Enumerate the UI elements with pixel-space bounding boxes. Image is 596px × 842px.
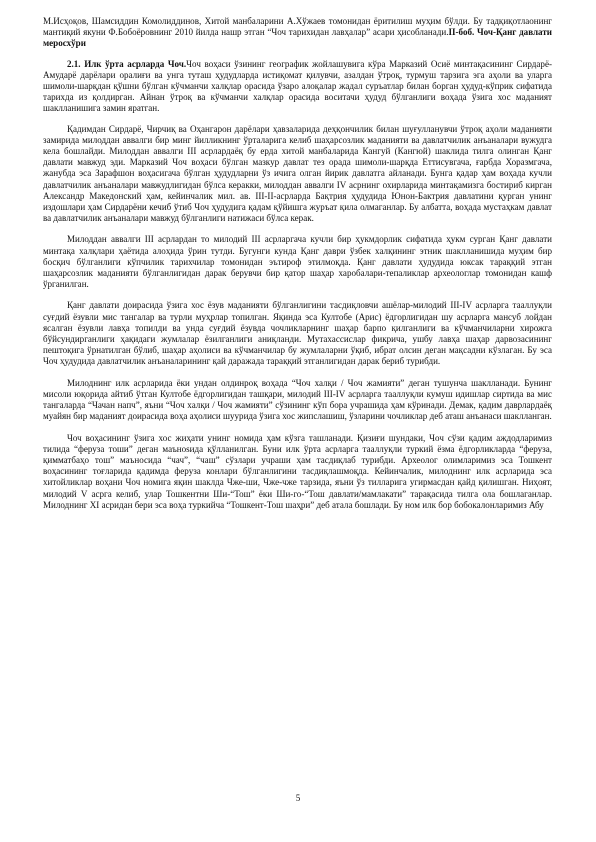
body-paragraph-4: Қанг давлати доирасида ўзига хос ёзув маданияти бўлганлигини тасдиқловчи ашёлар-милодий III-IV асрларга тааллуқли суғдий ёзувли мис тангалар ва турли муҳрлар топилган. Яқинда эса Култобе (Арис) ёдгорлигидан шу асрларга мансуб лойдан ясалган ёзувли лавҳа топилди ва унда суғдий ёзувда чочликларнинг шаҳар барпо қилганлиги ва кўчманчиларни хирожга бўйсундирганлиги ҳақидаги жумлалар ёзилганлиги аниқланди. Мутахассислар фикрича, ушбу лавҳа шаҳар дарвозасининг пештоқига ўрнатилган бўлиб, шаҳар аҳолиси ва кўчманчилар бу жумлаларни ўқиб, ибрат олсин деган мақсадни кўзлаган. Бу эса Чоч ҳудудида давлатчилик анъаналарининг қай даражада тараққий этганлигидан дарак бериб турибди. (43, 300, 552, 367)
chapter-heading: II-боб. Чоч-Қанг давлати меросхўри (43, 27, 552, 49)
section-text: Чоч воҳаси ўзининг географик жойлашувига кўра Марказий Осиё минтақасининг Сирдарё-Амударё дарёлари оралиғи ва унга туташ ҳудудларда истиқомат қилувчи, азалдан ўтроқ, турмуш тарзига эга аҳоли ва уларга шимоли-шарқдан қўшни бўлган кўчманчи халқлар орасида ўзаро алоқалар жадал суръатлар билан борган ҳудуд-кўприк сифатида тарихда из қолдирган. Айнан ўтроқ ва кўчманчи халқлар орасида воситачи ҳудуд бўлганлиги воҳада ўзига хос маданият шаклланишига замин яратган. (43, 58, 552, 114)
section-heading: 2.1. Илк ўрта асрларда Чоч. (67, 58, 187, 69)
intro-paragraph (43, 16, 552, 50)
body-paragraph-6: Чоч воҳасининг ўзига хос жиҳати унинг номида ҳам кўзга ташланади. Қизиғи шундаки, Чоч сўзи қадим аждодларимиз тилида “феруза тоши” деган маънosида қўлланилган. Буни илк ўрта асрларга тааллуқли туркий ёзма ёдгорликларда “феруза, қимматбаҳо тош” маъносида “чач”, “чаш” сўзлари учраши ҳам тасдиқлаб турибди. Археолог олимларимиз эса Тошкент воҳасининг тоғларида қадимда феруза конлари бўлганлигини тасдиқлашмоқда. Кейинчалик, милоднинг илк асрларида эса хитойликлар воҳани Чоч номига яқин шаклда Чже-ши, Чже-чже тарзида, яъни ўз тилларига угирмасдан қайд қилишган. Ниҳоят, милодий V асрга келиб, улар Тошкентни Ши-“Тош” ёки Ши-го-“Тош давлати/мамлакати” тарақасида тилга ола бошлаганлар. Милоднинг XI асридан бери эса воҳа туркийча “Тошкент-Тош шаҳри” деб атала бошлади. Бу ном илк бор бобокалонларимиз Абу (43, 432, 552, 510)
page-number: 5 (295, 793, 301, 803)
section-paragraph (43, 59, 552, 115)
intro-text: М.Исҳоқов, Шамсиддин Комолиддинов, Хитой манбаларини А.Хўжаев томонидан ёритилиш муҳим бўлди. Бу тадқиқотлаонинг мантиқий якуни Ф.Бобоёровнинг 2010 йилда нашр этган “Чоч тарихидан лавҳалар” асари ҳисобланади. (43, 16, 552, 38)
body-paragraph-2: Қадимдан Сирдарё, Чирчиқ ва Оҳангарон дарёлари ҳавзаларида деҳқончилик билан шуғулланувчи ўтроқ аҳоли маданияти замирида милоддан аввалги бир минг йилликнинг ўрталарига келиб шаҳарсозлик маданияти ва давлатчилик анъаналари вужудга кела бошлайди. Милоддан аввалги III асрлардаёқ бу ерда хитой манбаларида Кангуй (Кангюй) шаклида тилга олинган Қанг давлати мавжуд эди. Марказий Чоч воҳаси бўлган мазкур давлат тез орада шимоли-шарқда Еттисувгача, ғарбда Хоразмгача, жанубда эса Зарафшон воҳасигача бўлган ҳудудларни ўз ичига олган йирик давлатга айланади. Бунга қадар ҳам воҳада кучли давлатчилик анъаналари мавжудлигидан бўлса керакки, милоддан аввалги IV асрнинг охирларида минтақамизга бостириб кирган Александр Македонский ҳам, кейинчалик мил. ав. III-II-асрларда Бақтрия ҳудудида Юнон-Бактрия давлатини қурган унинг издошлари ҳам Сирдарёни кечиб ўтиб Чоч ҳудудига қадам қўйишга журъат қила олмаганлар. Бу албатта, воҳада мустаҳкам давлат ва давлатчилик анъаналари мавжуд бўлганлиги натижаси бўлса керак. (43, 123, 552, 224)
body-paragraph-5: Милоднинг илк асрларида ёки ундан олдинроқ воҳада “Чоч халқи / Чоч жамияти” деган тушунча шаклланади. Бунинг мисоли юқорида айтиб ўтган Култобе ёдгорлигидан ташқари, милодий III-IV асрларга тааллуқли кумуш идишлар сиртида ва мис тангаларда “Чачан напч”, яъни “Чоч халқи / Чоч жамияти” сўзининг кўп бора учрашида ҳам кўринади. Демак, қадим даврлардаёқ муайян бир маданият доирасида воҳа аҳолиси шуурида ўзига хос жипслашиш, ўзларини чочликлар деб аташ анъанаси шаклланган. (43, 377, 552, 422)
body-paragraph-3: Милоддан аввалги III асрлардан то милодий III асрларгача кучли бир ҳукмдорлик сифатида ҳукм сурган Қанг давлати минтақа халқлари ҳаётида алоҳида ўрин тутди. Бугунги кунда Қанг даври ўзбек халқининг этник шаклланишида муҳим бир босқич бўлганлиги кўпчилик тарихчилар томонидан эътироф этилмоқда. Қанг давлати ҳудудида юксак тараққий этган шаҳарсозлик маданияти бўлганлигидан дарак берувчи бир қатор шаҳар харобалари-тепаликлар археологлар томонидан кашф ўрганилган. (43, 234, 552, 290)
